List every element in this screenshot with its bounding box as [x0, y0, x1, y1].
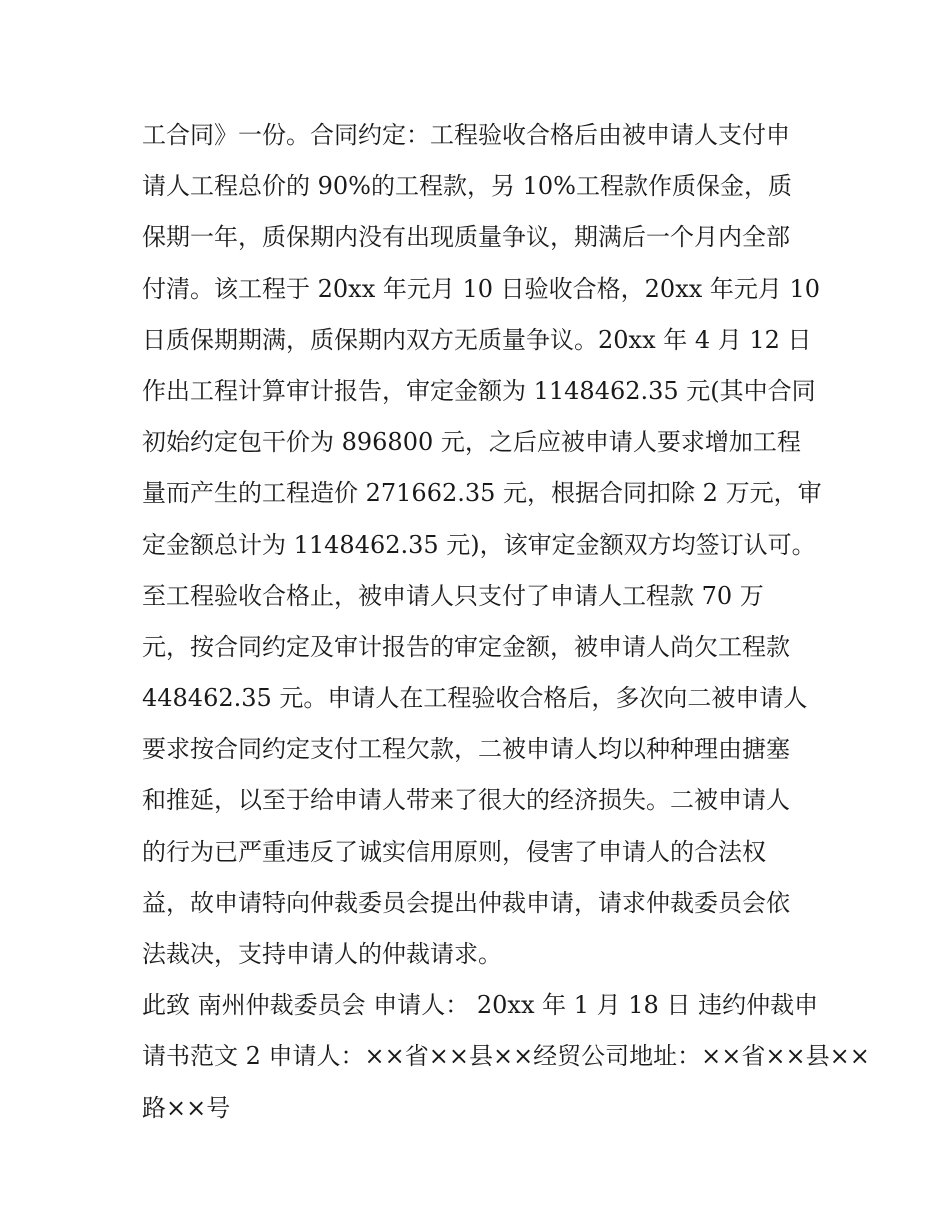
text-line: 至工程验收合格止，被申请人只支付了申请人工程款 70 万 [142, 581, 764, 610]
text-line: 保期一年，质保期内没有出现质量争议，期满后一个月内全部 [142, 223, 790, 252]
text-line: 法裁决，支持申请人的仲裁请求。 [142, 940, 502, 968]
text-line: 元，按合同约定及审计报告的审定金额，被申请人尚欠工程款 [142, 632, 790, 661]
text-line: 448462.35 元。申请人在工程验收合格后，多次向二被申请人 [142, 684, 808, 713]
text-line: 付清。该工程于 20xx 年元月 10 日验收合格，20xx 年元月 10 [142, 274, 821, 303]
text-line: 和推延，以至于给申请人带来了很大的经济损失。二被申请人 [142, 786, 790, 815]
text-line: 工合同》一份。合同约定：工程验收合格后由被申请人支付申 [142, 121, 790, 149]
text-line: 初始约定包干价为 896800 元，之后应被申请人要求增加工程 [142, 428, 801, 457]
text-line: 要求按合同约定支付工程欠款，二被申请人均以种种理由搪塞 [142, 735, 790, 764]
text-line: 路××号 [142, 1093, 231, 1122]
text-line: 请人工程总价的 90%的工程款，另 10%工程款作质保金，质 [142, 172, 792, 201]
text-line: 益，故申请特向仲裁委员会提出仲裁申请，请求仲裁委员会依 [142, 888, 790, 917]
text-line: 定金额总计为 1148462.35 元)，该审定金额双方均签订认可。 [142, 530, 816, 559]
text-line: 请书范文 2 申请人：××省××县××经贸公司地址：××省××县×× [142, 1042, 870, 1071]
document-body [142, 110, 870, 1134]
text-line: 作出工程计算审计报告，审定金额为 1148462.35 元(其中合同 [142, 376, 816, 405]
text-line: 日质保期期满，质保期内双方无质量争议。20xx 年 4 月 12 日 [142, 325, 812, 354]
text-line: 的行为已严重违反了诚实信用原则，侵害了申请人的合法权 [142, 837, 766, 866]
text-line: 量而产生的工程造价 271662.35 元，根据合同扣除 2 万元，审 [142, 479, 822, 508]
text-line: 此致 南州仲裁委员会 申请人： 20xx 年 1 月 18 日 违约仲裁申 [142, 991, 819, 1020]
